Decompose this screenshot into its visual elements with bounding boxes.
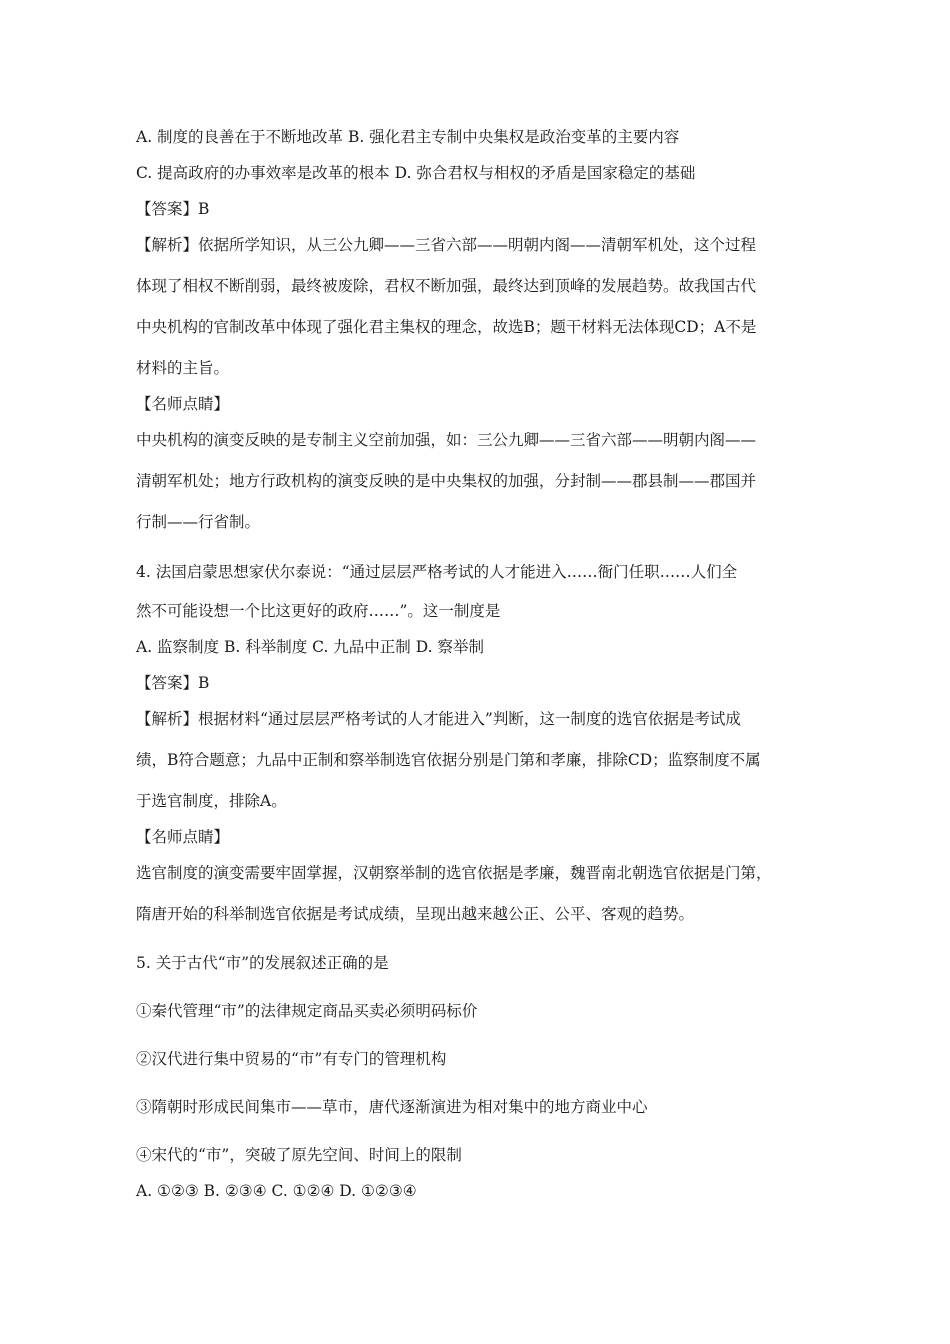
q4-stem-line: 4. 法国启蒙思想家伏尔泰说：“通过层层严格考试的人才能进入……衙门任职……人们全 xyxy=(136,563,738,581)
q3-tip-line: 行制——行省制。 xyxy=(136,513,261,531)
q4-options: A. 监察制度 B. 科举制度 C. 九品中正制 D. 察举制 xyxy=(136,638,484,656)
q4-tip-line: 选官制度的演变需要牢固掌握，汉朝察举制的选官依据是孝廉，魏晋南北朝选官依据是门第， xyxy=(136,864,772,882)
q3-options-line-1: A. 制度的良善在于不断地改革 B. 强化君主专制中央集权是政治变革的主要内容 xyxy=(136,128,680,146)
q3-tip-line: 中央机构的演变反映的是专制主义空前加强，如：三公九卿——三省六部——明朝内阁—— xyxy=(136,431,757,449)
q3-options-line-2: C. 提高政府的办事效率是改革的根本 D. 弥合君权与相权的矛盾是国家稳定的基础 xyxy=(136,164,696,182)
q3-tip-title: 【名师点睛】 xyxy=(136,395,230,413)
q5-item: ②汉代进行集中贸易的“市”有专门的管理机构 xyxy=(136,1050,447,1068)
q4-analysis-line: 【解析】根据材料“通过层层严格考试的人才能进入”判断，这一制度的选官依据是考试成 xyxy=(136,710,741,728)
q4-answer: 【答案】B xyxy=(136,674,210,692)
q3-answer: 【答案】B xyxy=(136,200,210,218)
q5-stem: 5. 关于古代“市”的发展叙述正确的是 xyxy=(136,954,389,972)
q5-item: ③隋朝时形成民间集市——草市，唐代逐渐演进为相对集中的地方商业中心 xyxy=(136,1098,648,1116)
q3-analysis-line: 【解析】依据所学知识，从三公九卿——三省六部——明朝内阁——清朝军机处，这个过程 xyxy=(136,236,757,254)
q4-tip-title: 【名师点睛】 xyxy=(136,828,230,846)
q3-analysis-line: 中央机构的官制改革中体现了强化君主集权的理念，故选B；题干材料无法体现CD；A不是 xyxy=(136,318,757,336)
q4-analysis-line: 绩，B符合题意；九品中正制和察举制选官依据分别是门第和孝廉，排除CD；监察制度不属 xyxy=(136,751,761,769)
q5-item: ①秦代管理“市”的法律规定商品买卖必须明码标价 xyxy=(136,1002,478,1020)
q3-analysis-line: 材料的主旨。 xyxy=(136,359,230,377)
q5-item: ④宋代的“市”，突破了原先空间、时间上的限制 xyxy=(136,1146,462,1164)
q3-tip-line: 清朝军机处；地方行政机构的演变反映的是中央集权的加强，分封制——郡县制——郡国并 xyxy=(136,472,757,490)
q3-analysis-line: 体现了相权不断削弱，最终被废除，君权不断加强，最终达到顶峰的发展趋势。故我国古代 xyxy=(136,277,757,295)
q4-analysis-line: 于选官制度，排除A。 xyxy=(136,792,287,810)
q5-options: A. ①②③ B. ②③④ C. ①②④ D. ①②③④ xyxy=(136,1182,417,1200)
q4-tip-line: 隋唐开始的科举制选官依据是考试成绩，呈现出越来越公正、公平、客观的趋势。 xyxy=(136,905,695,923)
q4-stem-line: 然不可能设想一个比这更好的政府……”。这一制度是 xyxy=(136,602,501,620)
